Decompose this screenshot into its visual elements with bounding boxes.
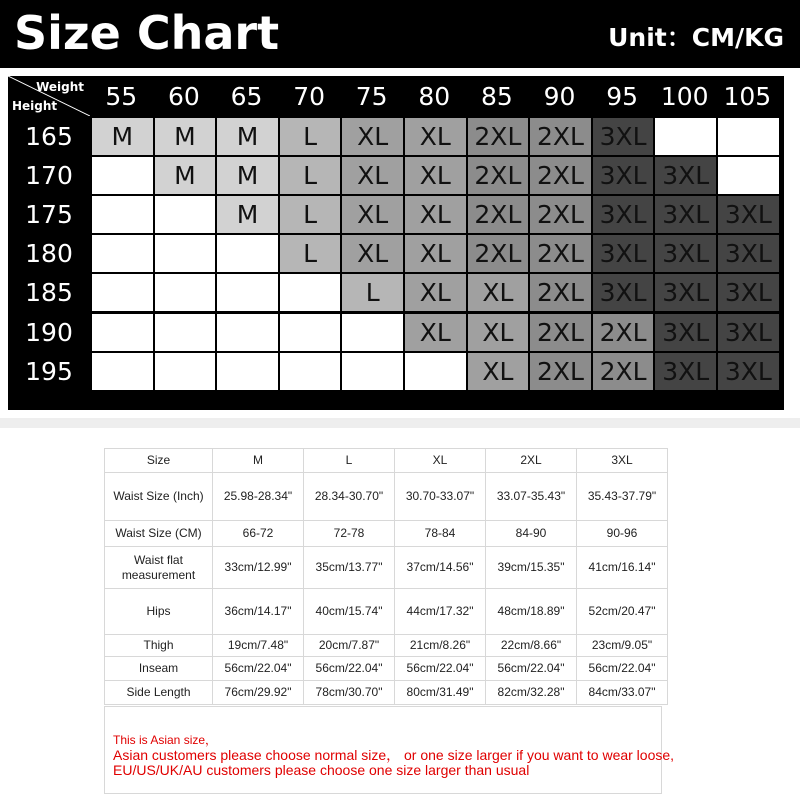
spec-row bbox=[105, 521, 668, 547]
size-cell: 2XL bbox=[468, 196, 529, 233]
weight-header: 95 bbox=[591, 76, 654, 116]
size-cell: M bbox=[92, 118, 153, 155]
size-cell bbox=[718, 157, 779, 194]
spec-cell: XL bbox=[395, 449, 486, 473]
size-cell: 3XL bbox=[655, 196, 716, 233]
spec-row-label: Waist Size (CM) bbox=[105, 521, 213, 547]
size-cell bbox=[280, 274, 341, 311]
size-cell bbox=[155, 196, 216, 233]
spec-cell: 37cm/14.56" bbox=[395, 547, 486, 589]
size-cell: M bbox=[217, 118, 278, 155]
spec-row bbox=[105, 657, 668, 681]
size-cell: XL bbox=[468, 353, 529, 390]
size-cell: L bbox=[280, 196, 341, 233]
height-header: 180 bbox=[8, 235, 90, 272]
size-cell bbox=[155, 235, 216, 272]
size-cell: 3XL bbox=[655, 353, 716, 390]
size-cell: 3XL bbox=[593, 118, 654, 155]
spec-cell: 48cm/18.89" bbox=[486, 589, 577, 635]
size-note bbox=[104, 706, 675, 794]
spec-row-label: Thigh bbox=[105, 635, 213, 657]
spec-cell: 36cm/14.17" bbox=[213, 589, 304, 635]
spec-row bbox=[105, 547, 668, 589]
spec-row-label: Size bbox=[105, 449, 213, 473]
size-cell: 3XL bbox=[593, 235, 654, 272]
size-cell bbox=[92, 157, 153, 194]
size-cell: 2XL bbox=[530, 314, 591, 351]
size-cell: 3XL bbox=[655, 235, 716, 272]
size-cell bbox=[342, 353, 403, 390]
size-cell: XL bbox=[342, 157, 403, 194]
spec-cell: M bbox=[213, 449, 304, 473]
size-cell: 3XL bbox=[718, 274, 779, 311]
spec-cell: 22cm/8.66" bbox=[486, 635, 577, 657]
spec-cell: 56cm/22.04" bbox=[304, 657, 395, 681]
unit-label: Unit：CM/KG bbox=[608, 23, 784, 52]
spec-cell: 3XL bbox=[577, 449, 668, 473]
size-cell bbox=[155, 274, 216, 311]
spec-cell: 56cm/22.04" bbox=[486, 657, 577, 681]
spec-cell: L bbox=[304, 449, 395, 473]
chart-title: Size Chart bbox=[14, 6, 280, 60]
size-cell: L bbox=[280, 157, 341, 194]
height-header: 185 bbox=[8, 274, 90, 311]
size-cell: 2XL bbox=[530, 353, 591, 390]
size-cell: M bbox=[155, 118, 216, 155]
section-divider bbox=[0, 418, 800, 428]
spec-table-wrapper bbox=[104, 448, 668, 705]
weight-header: 90 bbox=[528, 76, 591, 116]
size-cell: 2XL bbox=[593, 314, 654, 351]
spec-cell: 19cm/7.48" bbox=[213, 635, 304, 657]
size-grid bbox=[8, 76, 784, 410]
size-cell bbox=[405, 353, 466, 390]
spec-cell: 2XL bbox=[486, 449, 577, 473]
size-cell bbox=[92, 353, 153, 390]
spec-cell: 80cm/31.49" bbox=[395, 681, 486, 705]
spec-header-row bbox=[105, 449, 668, 473]
size-cell: 3XL bbox=[718, 314, 779, 351]
size-cell: XL bbox=[405, 314, 466, 351]
spec-cell: 78cm/30.70" bbox=[304, 681, 395, 705]
size-cell: L bbox=[280, 118, 341, 155]
spec-cell: 40cm/15.74" bbox=[304, 589, 395, 635]
spec-table bbox=[104, 448, 668, 705]
weight-header: 70 bbox=[278, 76, 341, 116]
size-cell: XL bbox=[405, 118, 466, 155]
size-cell bbox=[217, 314, 278, 351]
spec-cell: 76cm/29.92" bbox=[213, 681, 304, 705]
height-header: 170 bbox=[8, 157, 90, 194]
weight-axis-label: Weight bbox=[36, 80, 84, 94]
size-cell bbox=[155, 314, 216, 351]
size-cell bbox=[92, 274, 153, 311]
spec-cell: 23cm/9.05" bbox=[577, 635, 668, 657]
spec-cell: 39cm/15.35" bbox=[486, 547, 577, 589]
size-cell: XL bbox=[342, 235, 403, 272]
spec-cell: 44cm/17.32" bbox=[395, 589, 486, 635]
spec-cell: 56cm/22.04" bbox=[395, 657, 486, 681]
size-cell bbox=[280, 314, 341, 351]
size-cell: 3XL bbox=[655, 314, 716, 351]
size-cell: XL bbox=[342, 196, 403, 233]
size-cell: XL bbox=[405, 157, 466, 194]
size-cell: 3XL bbox=[718, 235, 779, 272]
size-cell: 2XL bbox=[530, 274, 591, 311]
size-cell: 3XL bbox=[655, 274, 716, 311]
spec-cell: 78-84 bbox=[395, 521, 486, 547]
spec-cell: 84-90 bbox=[486, 521, 577, 547]
height-header: 165 bbox=[8, 118, 90, 155]
size-cell: M bbox=[217, 196, 278, 233]
spec-cell: 66-72 bbox=[213, 521, 304, 547]
size-cell: L bbox=[342, 274, 403, 311]
height-header: 195 bbox=[8, 353, 90, 390]
size-cell: 2XL bbox=[593, 353, 654, 390]
size-cell: XL bbox=[405, 196, 466, 233]
spec-cell: 41cm/16.14" bbox=[577, 547, 668, 589]
spec-cell: 21cm/8.26" bbox=[395, 635, 486, 657]
size-cell: XL bbox=[405, 235, 466, 272]
spec-cell: 25.98-28.34" bbox=[213, 473, 304, 521]
size-cell: L bbox=[280, 235, 341, 272]
size-cell: 3XL bbox=[593, 196, 654, 233]
size-cell bbox=[217, 274, 278, 311]
size-cell bbox=[718, 118, 779, 155]
size-cell: 2XL bbox=[530, 196, 591, 233]
size-cell bbox=[155, 353, 216, 390]
size-cell: XL bbox=[405, 274, 466, 311]
spec-row bbox=[105, 473, 668, 521]
spec-cell: 56cm/22.04" bbox=[213, 657, 304, 681]
spec-row bbox=[105, 681, 668, 705]
size-cell: 2XL bbox=[530, 118, 591, 155]
weight-header: 75 bbox=[340, 76, 403, 116]
spec-row bbox=[105, 589, 668, 635]
size-cell: 2XL bbox=[468, 157, 529, 194]
weight-header: 100 bbox=[653, 76, 716, 116]
weight-header: 60 bbox=[153, 76, 216, 116]
height-header: 190 bbox=[8, 314, 90, 351]
spec-cell: 90-96 bbox=[577, 521, 668, 547]
weight-header: 85 bbox=[466, 76, 529, 116]
size-cell: 3XL bbox=[593, 157, 654, 194]
size-cell: M bbox=[155, 157, 216, 194]
size-cell: 3XL bbox=[655, 157, 716, 194]
size-cell bbox=[342, 314, 403, 351]
height-header: 175 bbox=[8, 196, 90, 233]
spec-row-label: Side Length bbox=[105, 681, 213, 705]
size-cell: M bbox=[217, 157, 278, 194]
spec-cell: 28.34-30.70" bbox=[304, 473, 395, 521]
size-cell bbox=[92, 314, 153, 351]
size-cell bbox=[655, 118, 716, 155]
size-cell: XL bbox=[468, 274, 529, 311]
weight-header: 55 bbox=[90, 76, 153, 116]
grid-corner-header bbox=[8, 76, 90, 116]
size-cell: 3XL bbox=[718, 196, 779, 233]
size-cell: XL bbox=[468, 314, 529, 351]
size-cell: XL bbox=[342, 118, 403, 155]
header-banner bbox=[0, 0, 800, 68]
size-cell: 2XL bbox=[530, 157, 591, 194]
spec-cell: 33.07-35.43" bbox=[486, 473, 577, 521]
spec-cell: 33cm/12.99" bbox=[213, 547, 304, 589]
size-cell: 2XL bbox=[530, 235, 591, 272]
spec-cell: 30.70-33.07" bbox=[395, 473, 486, 521]
size-cell: 2XL bbox=[468, 118, 529, 155]
note-line-3: EU/US/UK/AU customers please choose one size larger than usual bbox=[113, 762, 530, 778]
size-cell: 3XL bbox=[718, 353, 779, 390]
weight-header: 105 bbox=[716, 76, 779, 116]
spec-cell: 52cm/20.47" bbox=[577, 589, 668, 635]
spec-row-label: Waist flat measurement bbox=[105, 547, 213, 589]
spec-row-label: Waist Size (Inch) bbox=[105, 473, 213, 521]
spec-cell: 56cm/22.04" bbox=[577, 657, 668, 681]
height-axis-label: Height bbox=[12, 99, 58, 113]
spec-row bbox=[105, 635, 668, 657]
spec-row-label: Inseam bbox=[105, 657, 213, 681]
size-cell bbox=[280, 353, 341, 390]
spec-row-label: Hips bbox=[105, 589, 213, 635]
note-line-2: Asian customers please choose normal size， or one size larger if you want to wear loose, bbox=[113, 747, 675, 763]
spec-cell: 84cm/33.07" bbox=[577, 681, 668, 705]
weight-header: 65 bbox=[215, 76, 278, 116]
weight-header: 80 bbox=[403, 76, 466, 116]
spec-cell: 20cm/7.87" bbox=[304, 635, 395, 657]
spec-cell: 82cm/32.28" bbox=[486, 681, 577, 705]
spec-cell: 35cm/13.77" bbox=[304, 547, 395, 589]
size-cell bbox=[92, 196, 153, 233]
spec-cell: 35.43-37.79" bbox=[577, 473, 668, 521]
size-cell: 3XL bbox=[593, 274, 654, 311]
size-cell: 2XL bbox=[468, 235, 529, 272]
size-cell bbox=[92, 235, 153, 272]
size-cell bbox=[217, 353, 278, 390]
note-line-1: This is Asian size， bbox=[113, 733, 218, 747]
size-cell bbox=[217, 235, 278, 272]
spec-cell: 72-78 bbox=[304, 521, 395, 547]
